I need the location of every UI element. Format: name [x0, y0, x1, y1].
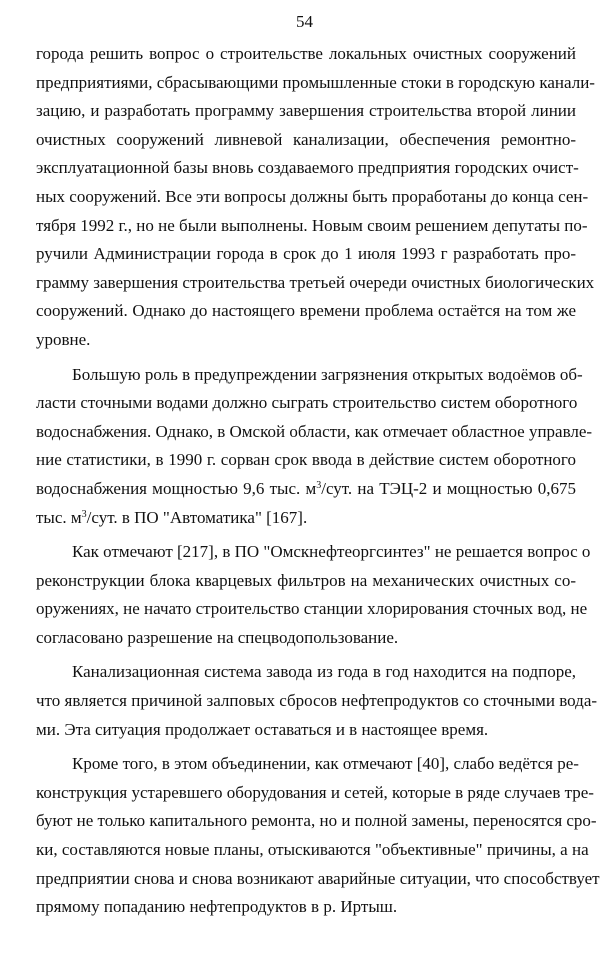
superscript: 3 [316, 479, 322, 491]
text-line: Большую роль в предупреждении загрязнения открытых водоёмов об- [72, 364, 583, 384]
text-line: тыс. $м^3$/сут. в ПО "Автоматика" [167]. [36, 507, 308, 527]
text-line: водоснабжения мощностью 9,6 тыс. $м^3$/сут. на ТЭЦ-2 и мощностью 0,675 [36, 478, 576, 498]
text-line: уровне. [36, 329, 91, 349]
text-line: очистных сооружений ливневой канализации, обеспечения ремонтно- [36, 129, 576, 149]
page-number: 54 [296, 12, 313, 31]
text-line: предприятии снова и снова возникают аварийные ситуации, что способствует [36, 868, 600, 888]
paragraph [36, 538, 591, 652]
text-line: конструкция устаревшего оборудования и сетей, которые в ряде случаев тре- [36, 782, 594, 802]
text-line: ми. Эта ситуация продолжает оставаться и в настоящее время. [36, 719, 489, 739]
text-line: города решить вопрос о строительстве локальных очистных сооружений [36, 44, 576, 63]
text-line: ных сооружений. Все эти вопросы должны быть проработаны до конца сен- [36, 186, 589, 206]
text-line: прямому попаданию нефтепродуктов в р. Иртыш. [36, 897, 398, 917]
text-line: эксплуатационной базы вновь создаваемого предприятия городских очист- [36, 158, 579, 178]
text-line: что является причиной залповых сбросов нефтепродуктов со сточными вода- [36, 691, 598, 711]
text-line: грамму завершения строительства третьей очереди очистных биологических [36, 272, 595, 292]
text-line: тября 1992 г., но не были выполнены. Новым своим решением депутаты по- [36, 215, 588, 235]
paragraph [36, 658, 598, 744]
text-line: Как отмечают [217], в ПО "Омскнефтеоргсинтез" не решается вопрос о [72, 542, 591, 562]
body-text [36, 40, 600, 922]
text-line: Кроме того, в этом объединении, как отмечают [40], слабо ведётся ре- [72, 754, 579, 774]
text-line: ручили Администрации города в срок до 1 июля 1993 г разработать про- [36, 244, 576, 264]
text-line: ласти сточными водами должно сыграть строительство систем оборотного [36, 393, 578, 413]
paragraph [36, 361, 593, 533]
text-line: реконструкции блока кварцевых фильтров на механических очистных со- [36, 570, 576, 590]
text-line: водоснабжения. Однако, в Омской области, как отмечает областное управле- [36, 421, 593, 441]
text-line: Канализационная система завода из года в год находится на подпоре, [72, 662, 576, 682]
text-line: ки, составляются новые планы, отыскиваются "объективные" причины, а на [36, 840, 589, 860]
superscript: 3 [81, 508, 87, 520]
paragraph [36, 750, 600, 922]
text-line: буют не только капитального ремонта, но и полной замены, переносятся сро- [36, 811, 597, 831]
text-line: согласовано разрешение на спецводопользование. [36, 627, 399, 647]
text-line: зацию, и разработать программу завершения строительства второй линии [36, 101, 576, 121]
paragraph [36, 40, 595, 355]
text-line: предприятиями, сбрасывающими промышленные стоки в городскую канали- [36, 72, 595, 92]
text-line: сооружений. Однако до настоящего времени проблема остаётся на том же [36, 301, 576, 321]
text-line: ние статистики, в 1990 г. сорван срок ввода в действие систем оборотного [36, 450, 576, 470]
text-line: оружениях, не начато строительство станции хлорирования сточных вод, не [36, 599, 588, 619]
